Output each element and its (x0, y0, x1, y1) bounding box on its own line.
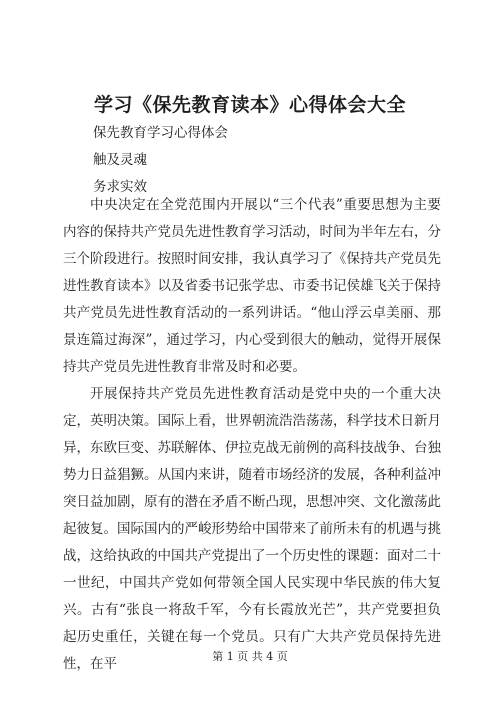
body-paragraph: 开展保持共产党员先进性教育活动是党中央的一个重大决定，英明决策。国际上看，世界朝流浩浩荡荡，科学技术日新月异，东欧巨变、苏联解体、伊拉克战无前例的高科技战争、台独势力日益猖獗。从国内来讲，随着市场经济的发展，各种利益冲突日益加剧，原有的潜在矛盾不断凸现，思想冲突、文化激荡此起彼复。国际国内的严峻形势给中国带来了前所未有的机遇与挑战，这给执政的中国共产党提出了一个历史性的课题：面对二十一世纪，中国共产党如何带领全国人民实现中华民族的伟大复兴。古有“张良一将敌千军，今有长霞放光芒”，共产党要担负起历史重任，关键在每一个党员。只有广大共产党员保持先进性，在平 (63, 386, 441, 672)
subtitle-line: 触及灵魂 (93, 152, 147, 168)
subtitle-line: 保先教育学习心得体会 (93, 125, 228, 141)
document-title: 学习《保先教育读本》心得体会大全 (93, 94, 406, 116)
page-footer: 第 1 页 共 4 页 (212, 650, 288, 663)
body-paragraph: 中央决定在全党范围内开展以“三个代表”重要思想为主要内容的保持共产党员先进性教育学习活动，时间为半年左右，分三个阶段进行。按照时间安排，我认真学习了《保持共产党员先进性教育读本》以及省委书记张学忠、市委书记侯雄飞关于保持共产党员先进性教育活动的一系列讲话。“他山浮云卓美丽、那景连篇过海深”，通过学习，内心受到很大的触动，觉得开展保持共产党员先进性教育非常及时和必要。 (63, 197, 441, 375)
subtitle-line: 务求实效 (93, 179, 147, 195)
document-body (63, 192, 441, 678)
